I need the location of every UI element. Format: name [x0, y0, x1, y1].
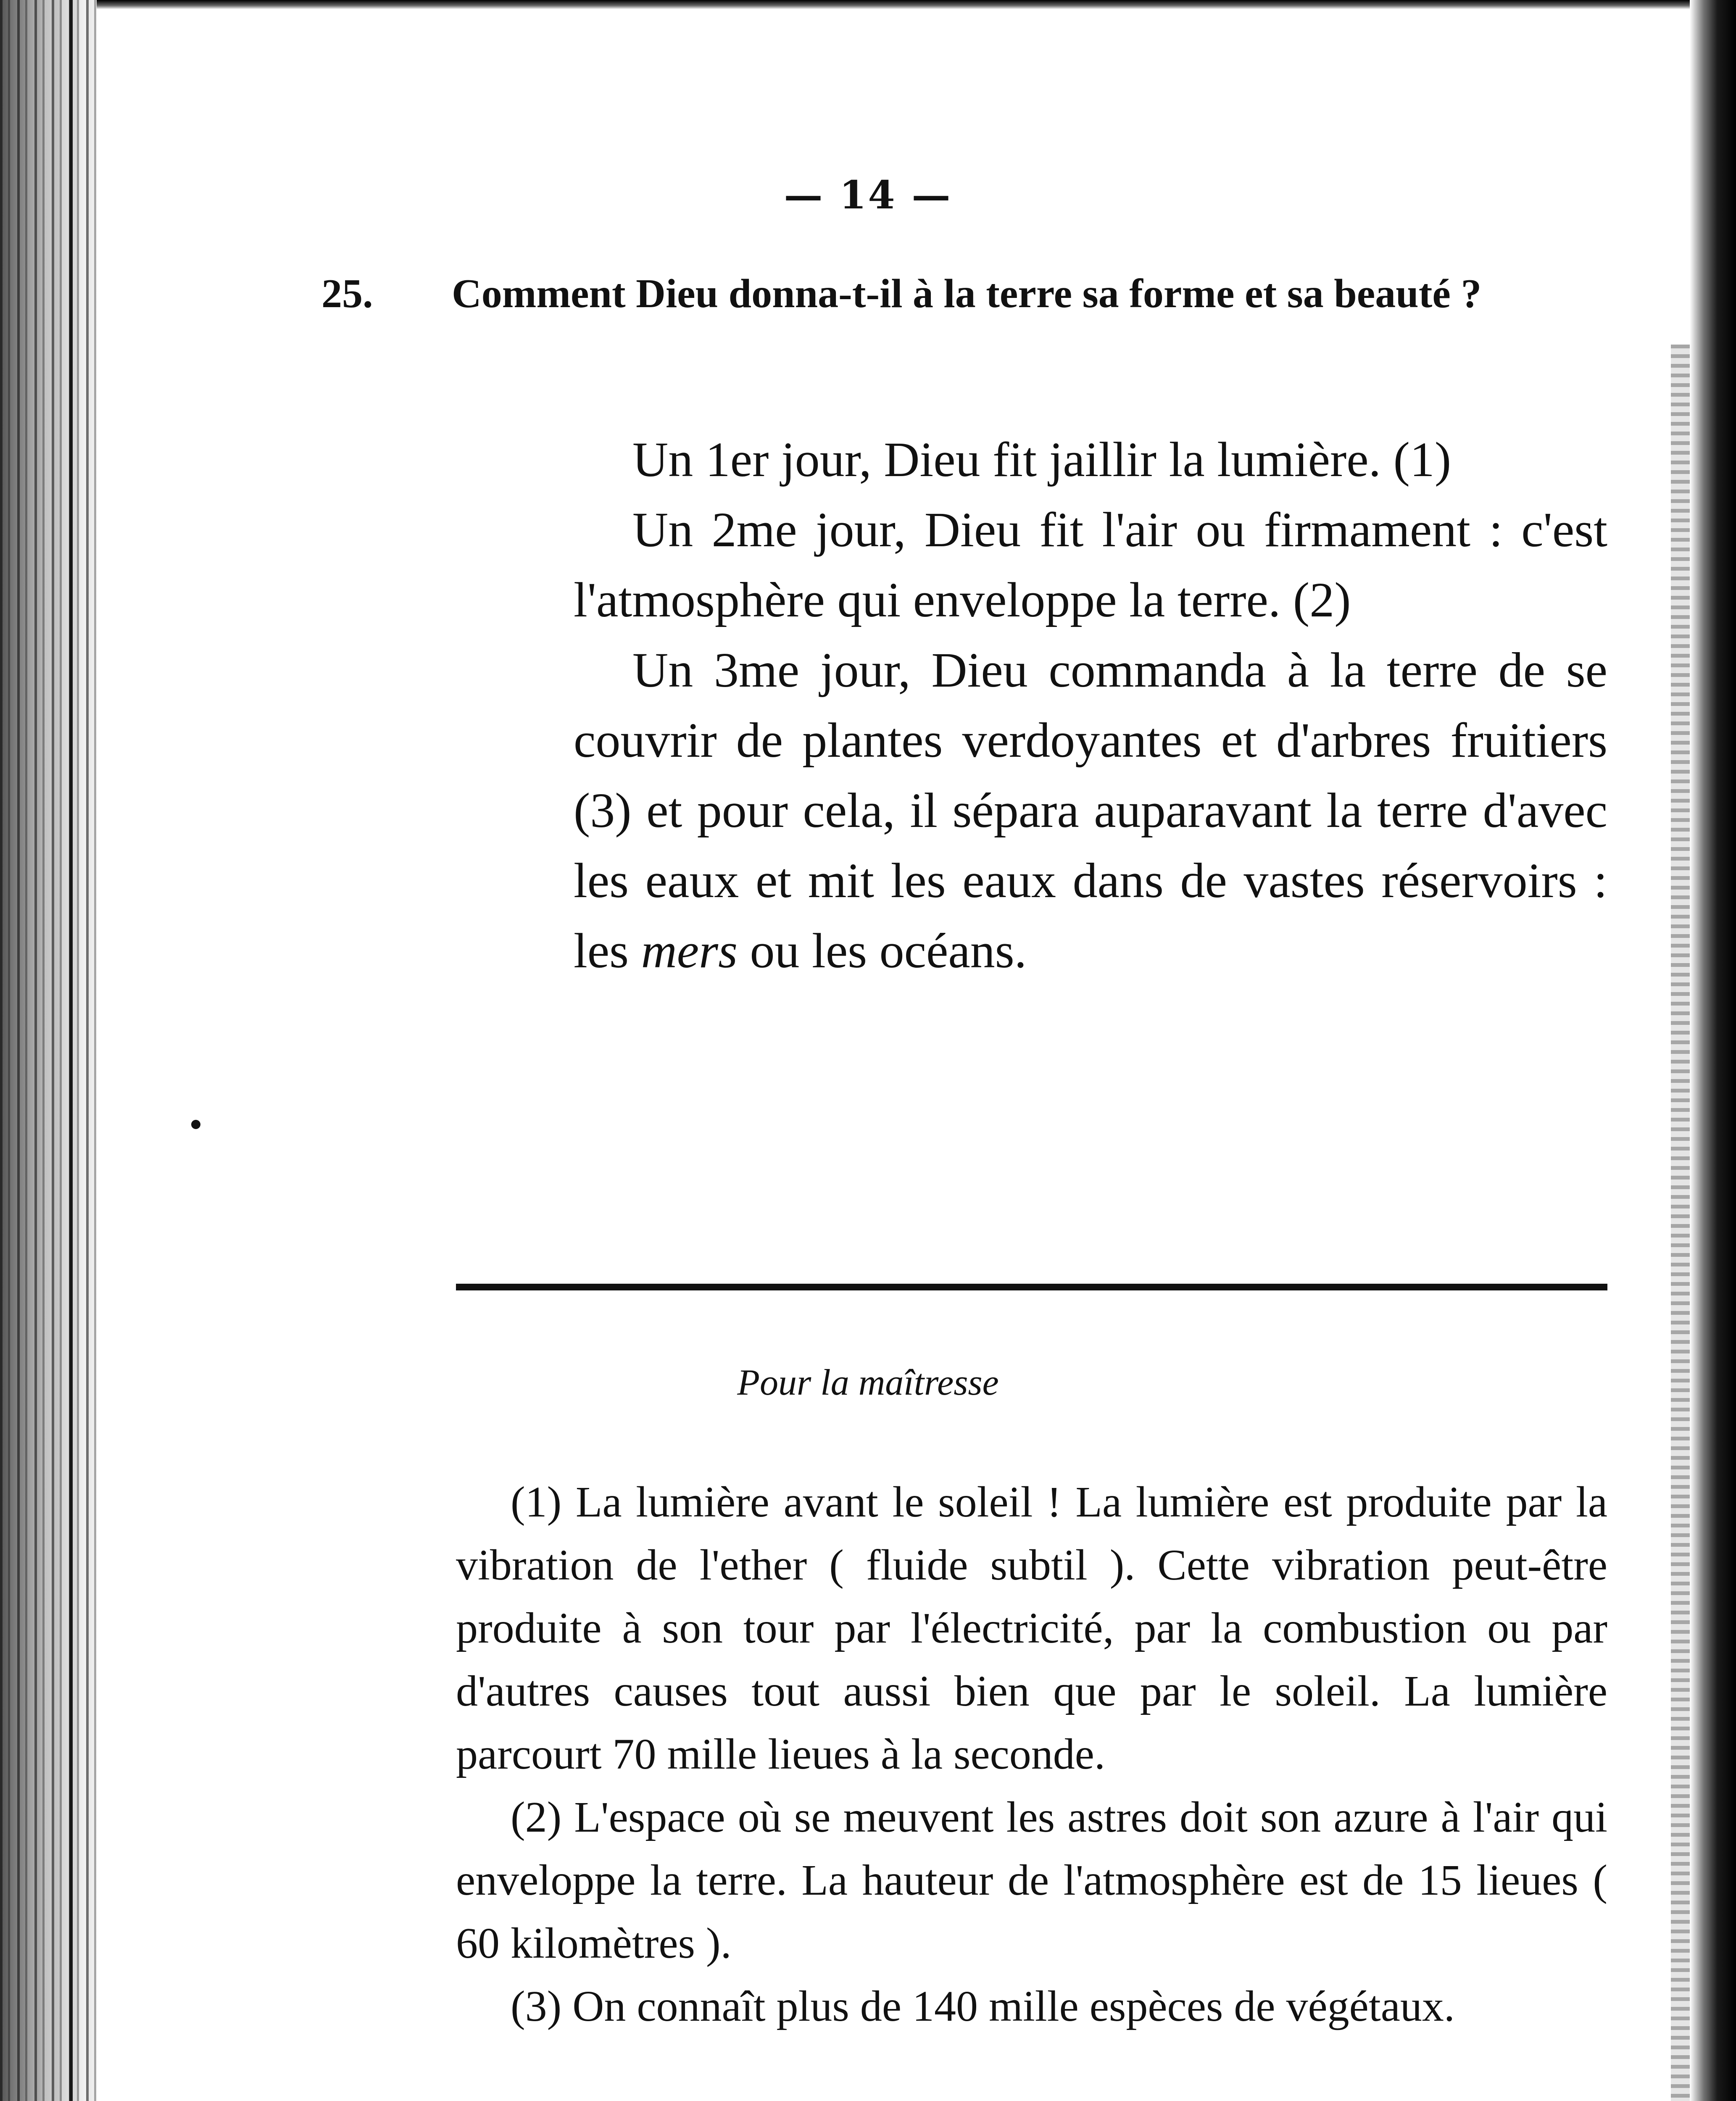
- note-3: (3) On connaît plus de 140 mille espèces de végétaux.: [511, 1982, 1455, 2030]
- notes-title: Pour la maîtresse: [737, 1362, 999, 1403]
- scan-edge-left: [0, 0, 97, 2101]
- scan-edge-right-texture: [1671, 345, 1690, 2101]
- note-1: (1) La lumière avant le soleil ! La lumière est produite par la vibration de l'ether ( fluide subtil ). Cette vibration peut-être produite à son tour par l'électricité, par la combustion ou par d'autres causes tout aussi bien que par le soleil. La lumière parcourt 70 mille lieues à la seconde.: [456, 1478, 1607, 1778]
- answer-paragraph-3-end: ou les océans.: [750, 923, 1027, 978]
- scan-speck: [191, 1120, 200, 1129]
- section-separator: [456, 1284, 1607, 1290]
- answer-paragraph-3: [574, 635, 1607, 986]
- notes-block: [456, 1471, 1607, 2038]
- answer-paragraph-1: Un 1er jour, Dieu fit jaillir la lumière. (1): [632, 432, 1451, 487]
- question-text: Comment Dieu donna-t-il à la terre sa forme et sa beauté ?: [452, 271, 1482, 316]
- question: [321, 261, 1618, 327]
- scan-binding-line: [69, 0, 73, 2101]
- question-number: 25.: [321, 271, 373, 316]
- page-number: — 14 —: [784, 172, 952, 218]
- scan-edge-right: [1690, 0, 1736, 2101]
- answer-paragraph-3-text: Un 3me jour, Dieu commanda à la terre de se couvrir de plantes verdoyantes et d'arbres fruitiers (3) et pour cela, il sépara auparavant la terre d'avec les eaux et mit les eaux dans de vastes réservoirs : les: [574, 642, 1607, 978]
- scan-edge-top: [97, 0, 1690, 9]
- answer-paragraph-2: Un 2me jour, Dieu fit l'air ou firmament : c'est l'atmosphère qui enveloppe la terre. (2): [574, 502, 1607, 627]
- note-2: (2) L'espace où se meuvent les astres doit son azure à l'air qui enveloppe la terre. La hauteur de l'atmosphère est de 15 lieues ( 60 kilomètres ).: [456, 1793, 1607, 1967]
- answer-block: [574, 424, 1607, 986]
- answer-emphasis-mers: mers: [641, 923, 738, 978]
